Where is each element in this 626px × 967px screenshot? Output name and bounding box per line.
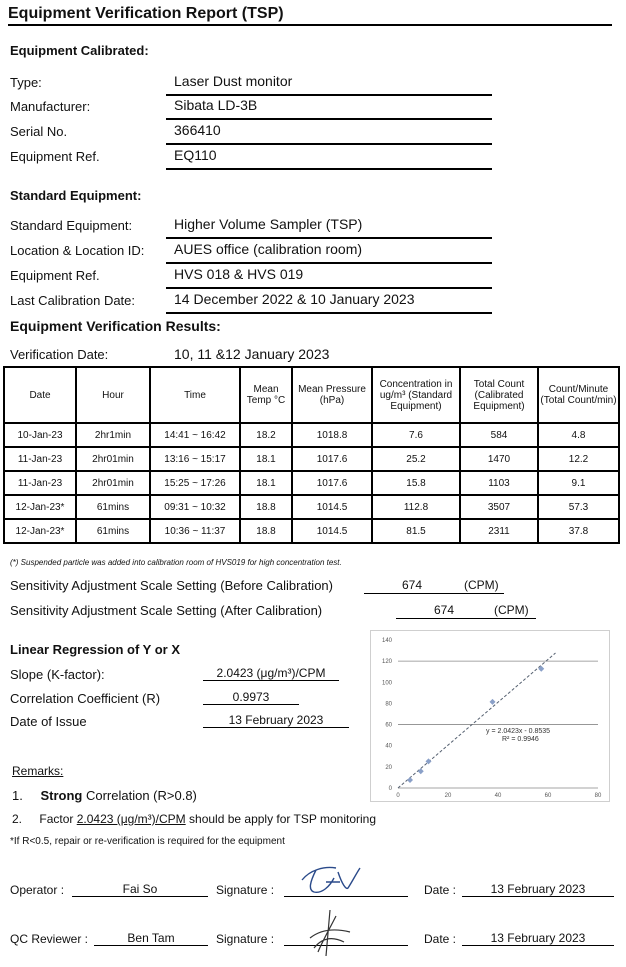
calibrated-serial-value: 366410 — [174, 122, 221, 138]
cell: 25.2 — [372, 447, 460, 471]
calibrated-ref-label: Equipment Ref. — [10, 149, 100, 164]
cell: 11-Jan-23 — [4, 447, 76, 471]
cell: 09:31 ~ 10:32 — [150, 495, 240, 519]
table-header-row — [4, 367, 619, 423]
table-footnote: (*) Suspended particle was added into calibration room of HVS019 for high concentration test. — [10, 558, 342, 567]
cell: 10-Jan-23 — [4, 423, 76, 447]
cell: 14:41 ~ 16:42 — [150, 423, 240, 447]
cell: 18.8 — [240, 519, 292, 543]
operator-signature — [296, 860, 366, 900]
remark-2-number: 2. — [12, 812, 23, 826]
cell: 12-Jan-23* — [4, 519, 76, 543]
header-time: Time — [150, 367, 240, 423]
slope-label: Slope (K-factor): — [10, 667, 105, 682]
slope-value: 2.0423 (μg/m³)/CPM — [203, 666, 339, 681]
y-tick-label: 80 — [385, 701, 392, 708]
qc-reviewer-label: QC Reviewer : — [10, 932, 89, 946]
sensitivity-after-label: Sensitivity Adjustment Scale Setting (After Calibration) — [10, 603, 323, 618]
cell: 1103 — [460, 471, 538, 495]
table-row — [4, 471, 619, 495]
standard-calibration-label: Last Calibration Date: — [10, 293, 136, 308]
cell: 12.2 — [538, 447, 619, 471]
cell: 12-Jan-23* — [4, 495, 76, 519]
cell: 2hr1min — [76, 423, 150, 447]
table-row — [4, 447, 619, 471]
field-underline — [166, 118, 492, 120]
standard-calibration-value: 14 December 2022 & 10 January 2023 — [174, 291, 415, 307]
title-divider — [8, 24, 612, 26]
operator-date: 13 February 2023 — [462, 882, 614, 897]
y-tick-label: 20 — [385, 764, 392, 771]
standard-equipment-value: Higher Volume Sampler (TSP) — [174, 216, 363, 232]
cell: 10:36 ~ 11:37 — [150, 519, 240, 543]
y-tick-label: 0 — [388, 786, 392, 792]
y-tick-label: 60 — [385, 722, 392, 729]
correlation-value: 0.9973 — [203, 690, 299, 705]
cell: 1014.5 — [292, 495, 372, 519]
cell: 584 — [460, 423, 538, 447]
cell: 15:25 ~ 17:26 — [150, 471, 240, 495]
qc-date-label: Date : — [424, 932, 457, 946]
header-date: Date — [4, 367, 76, 423]
cell: 61mins — [76, 519, 150, 543]
cell: 13:16 ~ 15:17 — [150, 447, 240, 471]
cell: 9.1 — [538, 471, 619, 495]
y-tick-label: 140 — [381, 638, 392, 644]
x-tick-label: 80 — [594, 793, 602, 799]
standard-location-value: AUES office (calibration room) — [174, 241, 363, 257]
qc-signature-label: Signature : — [216, 932, 275, 946]
operator-label: Operator : — [10, 883, 65, 897]
issue-date-value: 13 February 2023 — [203, 713, 349, 728]
standard-ref-value: HVS 018 & HVS 019 — [174, 266, 304, 282]
calibrated-type-label: Type: — [10, 75, 42, 90]
remark-1-text: Correlation (R>0.8) — [85, 788, 197, 803]
header-mean-temp: Mean Temp °C — [240, 367, 292, 423]
correlation-label: Correlation Coefficient (R) — [10, 691, 161, 706]
remark-2 — [12, 812, 376, 826]
results-heading: Equipment Verification Results: — [10, 318, 221, 334]
cell: 1018.8 — [292, 423, 372, 447]
field-underline — [166, 262, 492, 264]
chart-frame — [371, 631, 610, 802]
field-underline — [166, 94, 492, 96]
remark-1-number: 1. — [12, 788, 23, 803]
issue-date-label: Date of Issue — [10, 714, 87, 729]
sensitivity-before-field — [364, 577, 504, 594]
verification-date-label: Verification Date: — [10, 347, 109, 362]
standard-heading: Standard Equipment: — [10, 188, 142, 203]
regression-heading: Linear Regression of Y or X — [10, 642, 181, 657]
remark-2-pre: Factor — [39, 812, 74, 826]
cell: 1017.6 — [292, 447, 372, 471]
cell: 3507 — [460, 495, 538, 519]
qc-reviewer-name: Ben Tam — [94, 931, 208, 946]
r-squared-label: R² = 0.9946 — [502, 736, 539, 743]
standard-equipment-label: Standard Equipment: — [10, 218, 133, 233]
cell: 11-Jan-23 — [4, 471, 76, 495]
calibrated-heading: Equipment Calibrated: — [10, 43, 149, 58]
y-tick-label: 40 — [385, 743, 392, 750]
field-underline — [166, 143, 492, 145]
cell: 15.8 — [372, 471, 460, 495]
operator-date-label: Date : — [424, 883, 457, 897]
cell: 57.3 — [538, 495, 619, 519]
cell: 1017.6 — [292, 471, 372, 495]
table-row — [4, 519, 619, 543]
trendline-equation: y = 2.0423x - 0.8535 — [486, 728, 551, 735]
cell: 2311 — [460, 519, 538, 543]
cell: 81.5 — [372, 519, 460, 543]
standard-location-label: Location & Location ID: — [10, 243, 145, 258]
header-count-minute: Count/Minute (Total Count/min) — [538, 367, 619, 423]
verification-date-value: 10, 11 &12 January 2023 — [174, 346, 330, 362]
cell: 2hr01min — [76, 447, 150, 471]
field-underline — [166, 312, 492, 314]
cell: 1014.5 — [292, 519, 372, 543]
cell: 1470 — [460, 447, 538, 471]
sensitivity-after-field — [396, 602, 536, 619]
field-underline — [166, 287, 492, 289]
header-mean-pressure: Mean Pressure (hPa) — [292, 367, 372, 423]
cell: 61mins — [76, 495, 150, 519]
calibrated-serial-label: Serial No. — [10, 124, 68, 139]
sensitivity-before-label: Sensitivity Adjustment Scale Setting (Before Calibration) — [10, 578, 333, 593]
table-row — [4, 495, 619, 519]
remark-1 — [12, 788, 197, 803]
cell: 4.8 — [538, 423, 619, 447]
standard-ref-label: Equipment Ref. — [10, 268, 100, 283]
header-total-count: Total Count (Calibrated Equipment) — [460, 367, 538, 423]
sensitivity-after-unit: (CPM) — [494, 603, 529, 617]
x-tick-label: 40 — [494, 793, 502, 799]
cell: 18.8 — [240, 495, 292, 519]
x-tick-label: 0 — [396, 793, 400, 799]
cell: 18.2 — [240, 423, 292, 447]
y-tick-label: 120 — [381, 659, 392, 666]
calibrated-manufacturer-label: Manufacturer: — [10, 99, 91, 114]
field-underline — [166, 168, 492, 170]
calibrated-ref-value: EQ110 — [174, 147, 217, 163]
sensitivity-before-unit: (CPM) — [464, 578, 499, 592]
operator-signature-label: Signature : — [216, 883, 275, 897]
remark-2-post: should be apply for TSP monitoring — [189, 812, 377, 826]
report-title: Equipment Verification Report (TSP) — [8, 5, 284, 22]
remark-1-bold: Strong — [40, 788, 83, 803]
header-hour: Hour — [76, 367, 150, 423]
calibrated-type-value: Laser Dust monitor — [174, 73, 293, 89]
cell: 37.8 — [538, 519, 619, 543]
cell: 18.1 — [240, 471, 292, 495]
remarks-heading: Remarks: — [12, 764, 64, 778]
table-row — [4, 423, 619, 447]
x-tick-label: 60 — [544, 793, 552, 799]
field-underline — [166, 237, 492, 239]
header-concentration: Concentration in ug/m³ (Standard Equipment) — [372, 367, 460, 423]
calibrated-manufacturer-value: Sibata LD-3B — [174, 97, 258, 113]
remark-2-value: 2.0423 (μg/m³)/CPM — [76, 812, 186, 826]
operator-name: Fai So — [72, 882, 208, 897]
x-tick-label: 20 — [444, 793, 452, 799]
cell: 112.8 — [372, 495, 460, 519]
sensitivity-after-value: 674 — [434, 603, 455, 617]
qc-signature — [300, 908, 360, 960]
sensitivity-before-value: 674 — [402, 578, 423, 592]
cell: 2hr01min — [76, 471, 150, 495]
remarks-footnote: *If R<0.5, repair or re-verification is required for the equipment — [10, 836, 285, 847]
y-tick-label: 100 — [381, 680, 392, 687]
cell: 7.6 — [372, 423, 460, 447]
qc-date: 13 February 2023 — [462, 931, 614, 946]
cell: 18.1 — [240, 447, 292, 471]
verification-results-table — [3, 366, 620, 544]
regression-scatter-chart — [370, 630, 610, 802]
